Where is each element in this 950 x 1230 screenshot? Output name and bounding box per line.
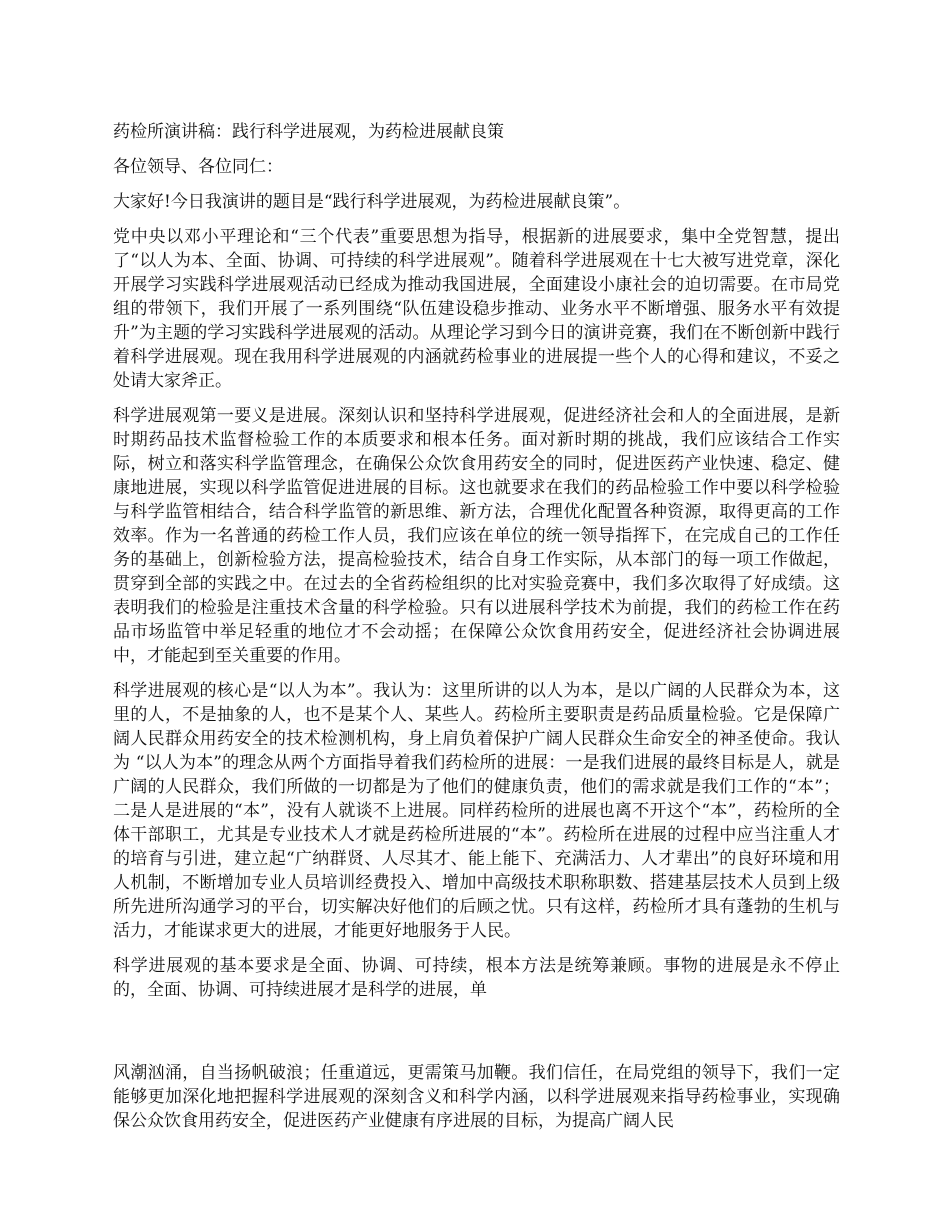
paragraph-development: 科学进展观第一要义是进展。深刻认识和坚持科学进展观，促进经济社会和人的全面进展，是新时期药品技术监督检验工作的本质要求和根本任务。面对新时期的挑战，我们应该结合工作实际，树立和落实科学监管理念，在确保公众饮食用药安全的同时，促进医药产业快速、稳定、健康地进展，实现以科学监管促进进展的目标。这也就要求在我们的药品检验工作中要以科学检验与科学监管相结合，结合科学监管的新思维、新方法，合理优化配置各种资源，取得更高的工作效率。作为一名普通的药检工作人员，我们应该在单位的统一领导指挥下，在完成自己的工作任务的基础上，创新检验方法，提高检验技术，结合自身工作实际，从本部门的每一项工作做起，贯穿到全部的实践之中。在过去的全省药检组织的比对实验竞赛中，我们多次取得了好成绩。这表明我们的检验是注重技术含量的科学检验。只有以进展科学技术为前提，我们的药检工作在药品市场监管中举足轻重的地位才不会动摇；在保障公众饮食用药安全，促进经济社会协调进展中，才能起到至关重要的作用。: [113, 406, 840, 666]
document-title: 药检所演讲稿：践行科学进展观，为药检进展献良策: [113, 122, 504, 142]
document-page: [113, 120, 840, 1144]
salutation: 各位领导、各位同仁：: [113, 157, 283, 177]
paragraph-intro: 党中央以邓小平理论和“三个代表”重要思想为指导，根据新的进展要求，集中全党智慧，提出了“以人为本、全面、协调、可持续的科学进展观”。随着科学进展观在十七大被写进党章，深化开展学习实践科学进展观活动已经成为推动我国进展，全面建设小康社会的迫切需要。在市局党组的带领下，我们开展了一系列围绕“队伍建设稳步推动、业务水平不断增强、服务水平有效提升”为主题的学习实践科学进展观的活动。从理论学习到今日的演讲竞赛，我们在不断创新中践行着科学进展观。现在我用科学进展观的内涵就药检事业的进展提一些个人的心得和建议，不妥之处请大家斧正。: [113, 227, 840, 391]
page-gap: [113, 1013, 840, 1061]
paragraph-basic-requirements: 科学进展观的基本要求是全面、协调、可持续，根本方法是统筹兼顾。事物的进展是永不停止的，全面、协调、可持续进展才是科学的进展，单: [113, 956, 840, 1000]
paragraph-people-oriented: 科学进展观的核心是“以人为本”。我认为：这里所讲的以人为本，是以广阔的人民群众为本，这里的人，不是抽象的人，也不是某个人、某些人。药检所主要职责是药品质量检验。它是保障广阔人民群众用药安全的技术检测机构，身上肩负着保护广阔人民群众生命安全的神圣使命。我认为 “以人为本”的理念从两个方面指导着我们药检所的进展：一是我们进展的最终目标是人，就是广阔的人民群众，我们所做的一切都是为了他们的健康负责，他们的需求就是我们工作的“本”；二是人是进展的“本”，没有人就谈不上进展。同样药检所的进展也离不开这个“本”，药检所的全体干部职工，尤其是专业技术人才就是药检所进展的“本”。药检所在进展的过程中应当注重人才的培育与引进，建立起“广纳群贤、人尽其才、能上能下、充满活力、人才辈出”的良好环境和用人机制，不断增加专业人员培训经费投入、增加中高级技术职称职数、搭建基层技术人员到上级所先进所沟通学习的平台，切实解决好他们的后顾之忧。只有这样，药检所才具有蓬勃的生机与活力，才能谋求更大的进展，才能更好地服务于人民。: [113, 681, 840, 941]
opening-line: 大家好!今日我演讲的题目是“践行科学进展观，为药检进展献良策”。: [113, 192, 631, 212]
paragraph-closing: 风潮汹涌，自当扬帆破浪；任重道远，更需策马加鞭。我们信任，在局党组的领导下，我们一定能够更加深化地把握科学进展观的深刻含义和科学内涵，以科学进展观来指导药检事业，实现确保公众饮食用药安全，促进医药产业健康有序进展的目标，为提高广阔人民: [113, 1063, 840, 1131]
